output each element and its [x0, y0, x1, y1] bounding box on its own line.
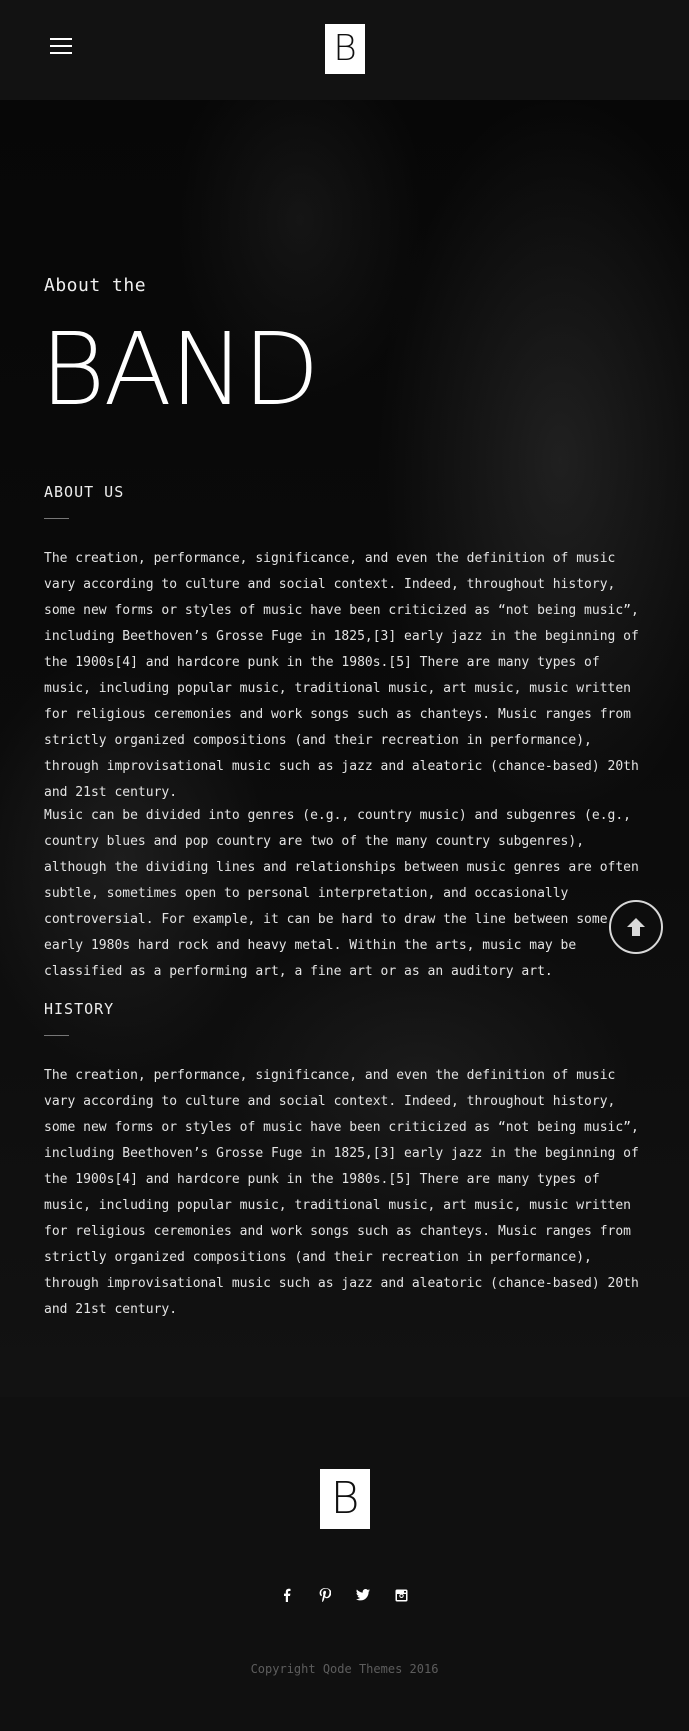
hero-pretitle: About the	[44, 275, 147, 296]
arrow-up-icon	[625, 916, 647, 938]
copyright-text: Copyright Qode Themes 2016	[250, 1662, 439, 1676]
logo[interactable]: B	[325, 24, 365, 74]
facebook-icon[interactable]	[277, 1585, 297, 1605]
section-divider	[44, 518, 69, 519]
about-paragraph-2: Music can be divided into genres (e.g., country music) and subgenres (e.g., country blues and pop country are two of the many country subgenres), although the dividing lines and relationships between music genres are often subtle, sometimes open to personal interpretation, and occasionally controversial. For example, it can be hard to draw the line between some early 1980s hard rock and heavy metal. Within the arts, music may be classified as a performing art, a fine art or as an auditory art.	[44, 808, 639, 979]
section-title-about: ABOUT US	[44, 483, 125, 501]
history-paragraph-1: The creation, performance, significance, and even the definition of music vary according to culture and social context. Indeed, throughout history, some new forms or styles of music have been criticized as “not being music”, including Beethoven’s Grosse Fuge in 1825,[3] early jazz in the beginning of the 1900s[4] and hardcore punk in the 1980s.[5] There are many types of music, including popular music, traditional music, art music, music written for religious ceremonies and work songs such as chanteys. Music ranges from strictly organized compositions (and their recreation in performance), through improvisational music such as jazz and aleatoric (chance-based) 20th and 21st century.	[44, 1068, 639, 1317]
footer	[0, 1397, 689, 1731]
instagram-icon[interactable]	[391, 1585, 411, 1605]
hero-title: BAND	[40, 311, 318, 428]
about-paragraph-1: The creation, performance, significance, and even the definition of music vary according to culture and social context. Indeed, throughout history, some new forms or styles of music have been criticized as “not being music”, including Beethoven’s Grosse Fuge in 1825,[3] early jazz in the beginning of the 1900s[4] and hardcore punk in the 1980s.[5] There are many types of music, including popular music, traditional music, art music, music written for religious ceremonies and work songs such as chanteys. Music ranges from strictly organized compositions (and their recreation in performance), through improvisational music such as jazz and aleatoric (chance-based) 20th and 21st century.	[44, 551, 639, 800]
hero-section	[0, 100, 689, 1397]
twitter-icon[interactable]	[353, 1585, 373, 1605]
menu-icon[interactable]	[50, 38, 72, 56]
pinterest-icon[interactable]	[315, 1585, 335, 1605]
section-divider	[44, 1035, 69, 1036]
section-title-history: HISTORY	[44, 1000, 115, 1018]
header	[0, 0, 689, 100]
scroll-to-top-button[interactable]	[609, 900, 663, 954]
footer-logo[interactable]: B	[320, 1469, 370, 1529]
